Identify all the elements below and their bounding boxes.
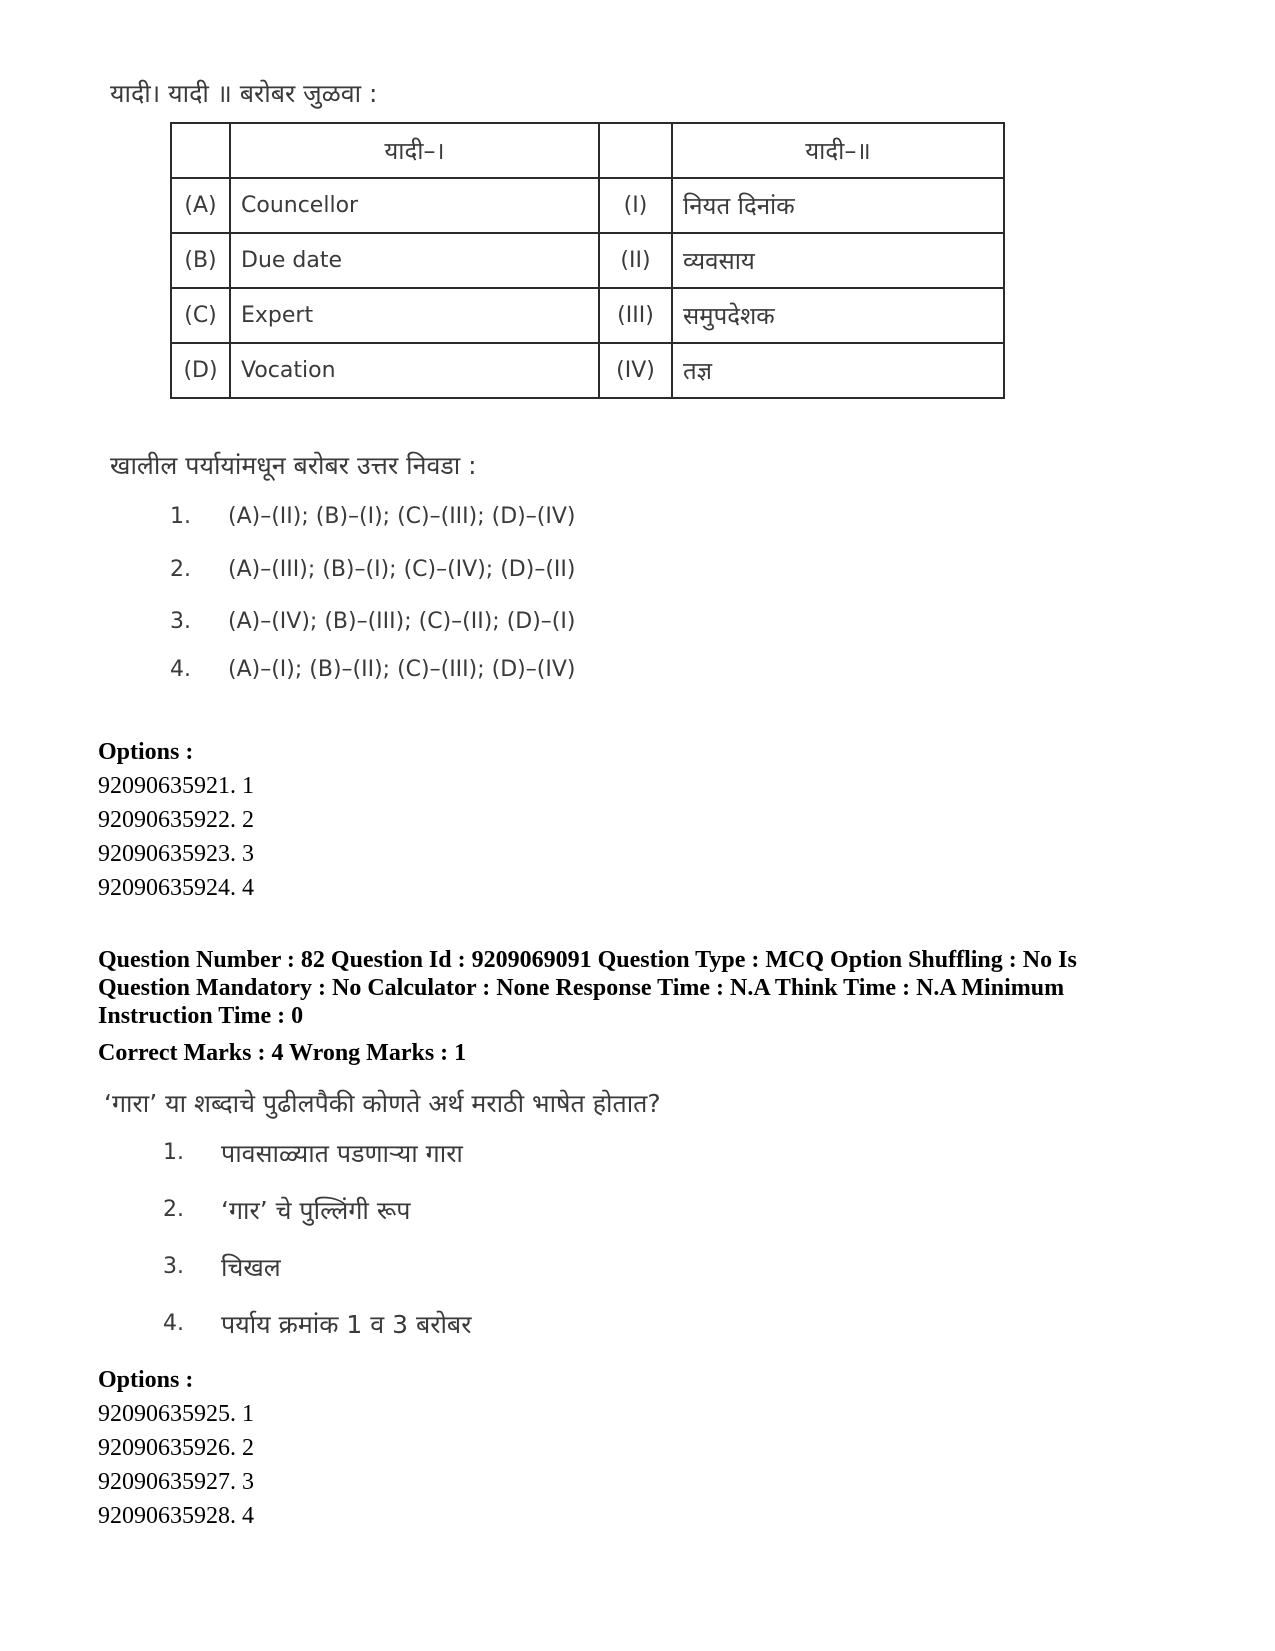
option-id: 92090635928. 4 <box>98 1503 254 1529</box>
choice-text: पर्याय क्रमांक 1 व 3 बरोबर <box>221 1310 472 1339</box>
option-id: 92090635922. 2 <box>98 807 254 833</box>
choice-text: (A)–(III); (B)–(I); (C)–(IV); (D)–(II) <box>228 557 576 582</box>
question-meta-line: Question Mandatory : No Calculator : None Response Time : N.A Think Time : N.A Minimum <box>98 975 1065 1001</box>
row-letter: (C) <box>171 288 230 343</box>
choice-number: 2. <box>170 557 191 582</box>
row-numeral: (II) <box>599 233 672 288</box>
option-id: 92090635923. 3 <box>98 841 254 867</box>
header-list-2: यादी–॥ <box>672 123 1004 178</box>
option-id: 92090635927. 3 <box>98 1469 254 1495</box>
row-numeral: (IV) <box>599 343 672 398</box>
table-row <box>171 233 1004 288</box>
choice-number: 4. <box>170 657 191 682</box>
question-meta-line: Instruction Time : 0 <box>98 1003 304 1029</box>
option-id: 92090635924. 4 <box>98 875 254 901</box>
header-list-1: यादी–। <box>230 123 599 178</box>
options-label: Options : <box>98 1367 194 1393</box>
table-row <box>171 343 1004 398</box>
row-meaning: समुपदेशक <box>672 288 1004 343</box>
row-meaning: व्यवसाय <box>672 233 1004 288</box>
choice-text: (A)–(II); (B)–(I); (C)–(III); (D)–(IV) <box>228 504 576 529</box>
choice-text: चिखल <box>221 1253 281 1282</box>
row-meaning: तज्ञ <box>672 343 1004 398</box>
choice-text: पावसाळ्यात पडणाऱ्या गारा <box>221 1139 463 1168</box>
choice-text: ‘गार’ चे पुल्लिंगी रूप <box>221 1196 411 1225</box>
choice-number: 1. <box>163 1140 184 1165</box>
question2-meta <box>98 946 1077 1030</box>
match-table <box>170 122 1005 399</box>
row-letter: (A) <box>171 178 230 233</box>
table-row <box>171 178 1004 233</box>
choice-number: 4. <box>163 1311 184 1336</box>
option-id: 92090635925. 1 <box>98 1401 254 1427</box>
question1-options <box>98 735 254 905</box>
question2-text: ‘गारा’ या शब्दाचे पुढीलपैकी कोणते अर्थ मराठी भाषेत होतात? <box>104 1089 661 1118</box>
table-row <box>171 288 1004 343</box>
row-letter: (D) <box>171 343 230 398</box>
row-term: Due date <box>230 233 599 288</box>
row-meaning: नियत दिनांक <box>672 178 1004 233</box>
options-label: Options : <box>98 739 194 765</box>
row-term: Councellor <box>230 178 599 233</box>
option-id: 92090635926. 2 <box>98 1435 254 1461</box>
choice-number: 3. <box>163 1254 184 1279</box>
question2-options <box>98 1363 254 1533</box>
question-meta-line: Question Number : 82 Question Id : 9209069091 Question Type : MCQ Option Shuffling : No Is <box>98 947 1077 973</box>
row-term: Expert <box>230 288 599 343</box>
row-numeral: (I) <box>599 178 672 233</box>
choice-number: 2. <box>163 1197 184 1222</box>
question2-marks-block <box>98 1036 466 1070</box>
header-cell <box>599 123 672 178</box>
question-intro: यादी। यादी ॥ बरोबर जुळवा : <box>110 79 378 108</box>
choose-prompt: खालील पर्यायांमधून बरोबर उत्तर निवडा : <box>110 451 477 480</box>
option-id: 92090635921. 1 <box>98 773 254 799</box>
row-term: Vocation <box>230 343 599 398</box>
question-marks: Correct Marks : 4 Wrong Marks : 1 <box>98 1040 467 1066</box>
row-letter: (B) <box>171 233 230 288</box>
choice-text: (A)–(IV); (B)–(III); (C)–(II); (D)–(I) <box>228 609 576 634</box>
choice-number: 1. <box>170 504 191 529</box>
choice-text: (A)–(I); (B)–(II); (C)–(III); (D)–(IV) <box>228 657 576 682</box>
table-header-row <box>171 123 1004 178</box>
row-numeral: (III) <box>599 288 672 343</box>
choice-number: 3. <box>170 609 191 634</box>
header-cell <box>171 123 230 178</box>
